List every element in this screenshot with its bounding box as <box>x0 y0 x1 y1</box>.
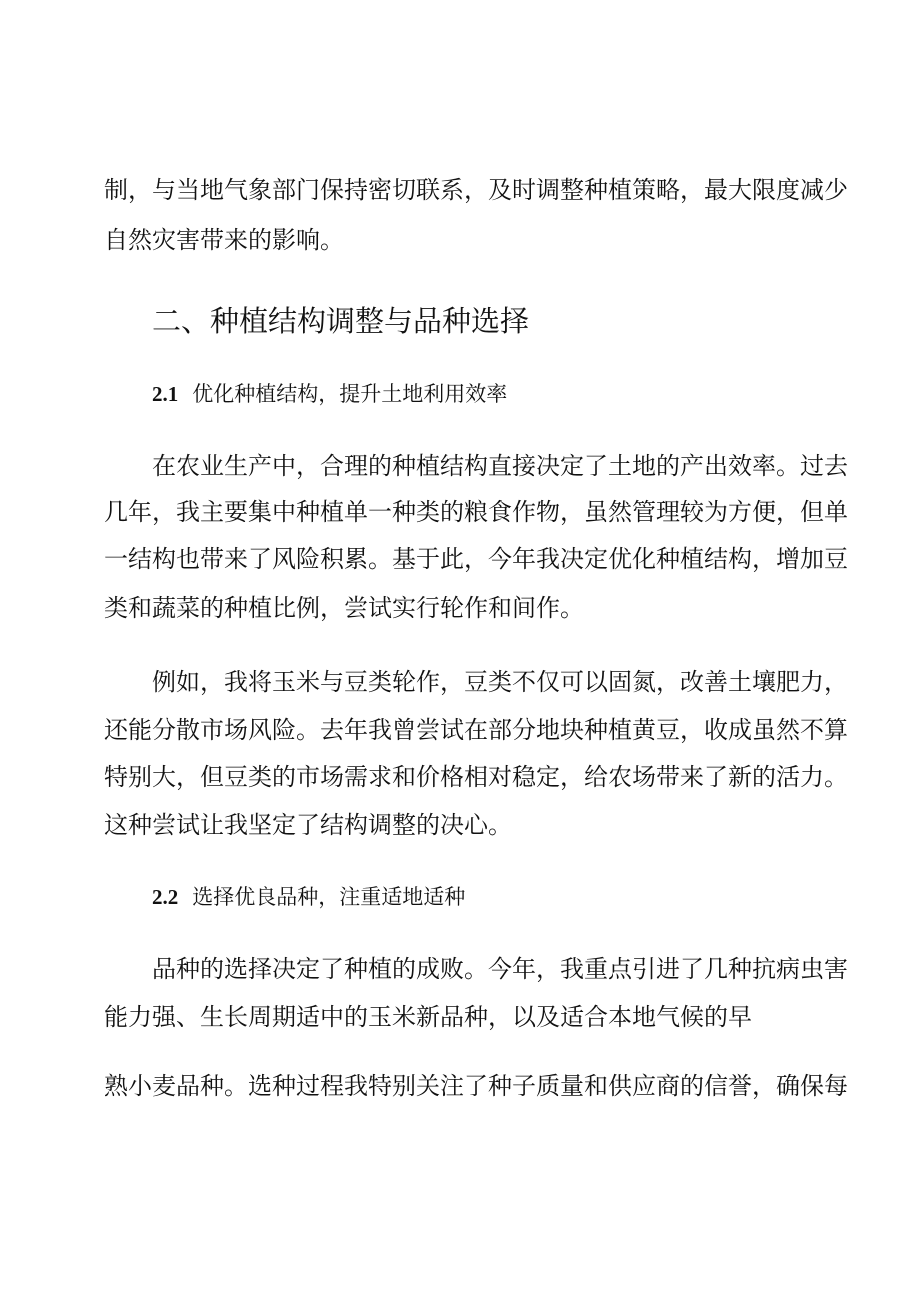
continuation-line-1: 制，与当地气象部门保持密切联系，及时调整种植策略，最大限度减少 <box>104 176 848 204</box>
paragraph-line: 例如，我将玉米与豆类轮作，豆类不仅可以固氮，改善土壤肥力， <box>152 668 848 696</box>
paragraph-line: 一结构也带来了风险积累。基于此，今年我决定优化种植结构，增加豆 <box>104 545 848 573</box>
subsection-title: 优化种植结构，提升土地利用效率 <box>192 382 508 406</box>
paragraph-line: 特别大，但豆类的市场需求和价格相对稳定，给农场带来了新的活力。 <box>104 763 848 791</box>
paragraph-line: 类和蔬菜的种植比例，尝试实行轮作和间作。 <box>104 594 584 622</box>
subsection-number: 2.2 <box>152 885 179 909</box>
continuation-line-2: 自然灾害带来的影响。 <box>104 226 344 254</box>
subsection-heading-2-2 <box>152 883 465 911</box>
paragraph-line: 还能分散市场风险。去年我曾尝试在部分地块种植黄豆，收成虽然不算 <box>104 716 848 744</box>
paragraph-line: 几年，我主要集中种植单一种类的粮食作物，虽然管理较为方便，但单 <box>104 498 848 526</box>
paragraph-line: 这种尝试让我坚定了结构调整的决心。 <box>104 811 512 839</box>
subsection-number: 2.1 <box>152 382 179 406</box>
paragraph-line: 熟小麦品种。选种过程我特别关注了种子质量和供应商的信誉，确保每 <box>104 1072 848 1100</box>
section-heading: 二、种植结构调整与品种选择 <box>152 304 530 338</box>
subsection-title: 选择优良品种，注重适地适种 <box>192 885 466 909</box>
subsection-heading-2-1 <box>152 380 507 408</box>
paragraph-line: 在农业生产中，合理的种植结构直接决定了土地的产出效率。过去 <box>152 452 848 480</box>
paragraph-line: 能力强、生长周期适中的玉米新品种，以及适合本地气候的早 <box>104 1003 752 1031</box>
paragraph-line: 品种的选择决定了种植的成败。今年，我重点引进了几种抗病虫害 <box>152 955 848 983</box>
